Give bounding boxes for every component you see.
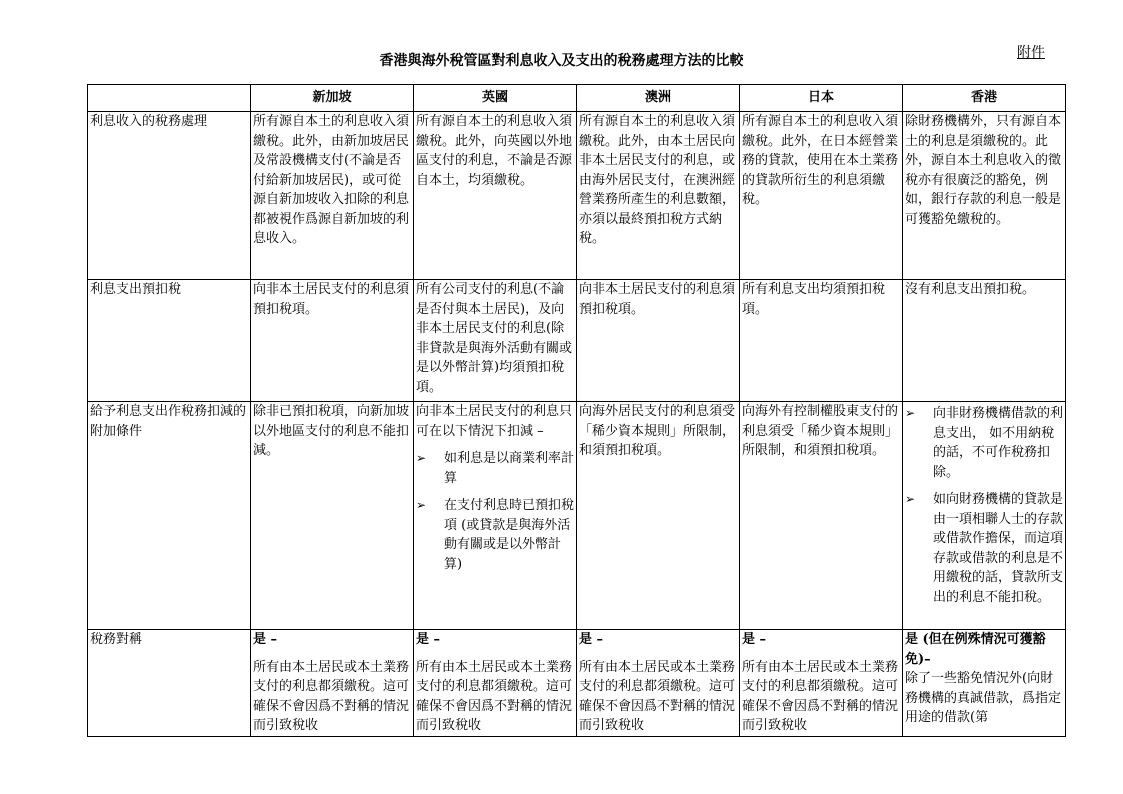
row-label: 利息支出預扣稅 — [88, 280, 251, 402]
cell-japan: 所有源自本土的利息收入須繳稅。此外，在日本經營業務的貸款，使用在本土業務的貸款所衍生的利息須繳稅。 — [740, 112, 903, 280]
symmetry-detail: 除了一些豁免情況外(向財務機構的真誠借款，爲指定用途的借款(第 — [905, 671, 1062, 725]
arrow-bullet-icon: ➢ — [416, 451, 427, 465]
arrow-bullet-icon: ➢ — [416, 498, 427, 512]
list-item — [905, 490, 1063, 607]
cell-singapore: 除非已預扣稅項，向新加坡以外地區支付的利息不能扣減。 — [251, 402, 414, 630]
cell-uk: 所有公司支付的利息(不論是否付與本土居民)，及向非本土居民支付的利息(除非貸款是與海外活動有關或是以外幣計算)均須預扣稅項。 — [414, 280, 577, 402]
cell-uk: 所有源自本土的利息收入須繳稅。此外，向英國以外地區支付的利息，不論是否源自本土，均須繳稅。 — [414, 112, 577, 280]
cell-hongkong: 沒有利息支出預扣稅。 — [903, 280, 1066, 402]
symmetry-detail: 所有由本土居民或本土業務支付的利息都須繳稅。這可確保不會因爲不對稱的情況而引致稅收 — [742, 659, 899, 733]
cell-uk — [414, 630, 577, 737]
list-item-text: 如向財務機構的貸款是由一項相聯人士的存款或借款作擔保，而這項存款或借款的利息是不用繳稅的話，貸款所支出的利息不能扣稅。 — [933, 492, 1064, 605]
table-row-interest-income — [88, 112, 1066, 280]
symmetry-detail: 所有由本土居民或本土業務支付的利息都須繳稅。這可確保不會因爲不對稱的情況而引致稅收 — [579, 659, 736, 733]
cell-singapore: 向非本土居民支付的利息須預扣稅項。 — [251, 280, 414, 402]
list-item-text: 在支付利息時已預扣稅項 (或貸款是與海外活動有關或是以外幣計算) — [444, 498, 575, 572]
list-item — [416, 496, 574, 574]
symmetry-detail: 所有由本土居民或本土業務支付的利息都須繳稅。這可確保不會因爲不對稱的情況而引致稅收 — [416, 659, 573, 733]
arrow-bullet-icon: ➢ — [905, 492, 916, 506]
symmetry-answer: 是 – — [253, 632, 278, 647]
header-cell-hongkong: 香港 — [903, 85, 1066, 112]
header-cell-singapore: 新加坡 — [251, 85, 414, 112]
table-row-tax-symmetry — [88, 630, 1066, 737]
cell-australia: 所有源自本土的利息收入須繳稅。此外，由本土居民向非本土居民支付的利息，或由海外居民支付，在澳洲經營業務所產生的利息數額，亦須以最終預扣稅方式納稅。 — [577, 112, 740, 280]
cell-singapore: 所有源自本土的利息收入須繳稅。此外，由新加坡居民及常設機構支付(不論是否付給新加坡居民)，或可從源自新加坡收入扣除的利息都被視作爲源自新加坡的利息收入。 — [251, 112, 414, 280]
symmetry-answer: 是 (但在例殊情況可獲豁免)– — [905, 632, 1046, 667]
header-cell-japan: 日本 — [740, 85, 903, 112]
table-row-withholding-tax — [88, 280, 1066, 402]
header-cell-blank — [88, 85, 251, 112]
cell-singapore — [251, 630, 414, 737]
annex-label: 附件 — [1017, 45, 1045, 61]
header-cell-uk: 英國 — [414, 85, 577, 112]
symmetry-detail: 所有由本土居民或本土業務支付的利息都須繳稅。這可確保不會因爲不對稱的情況而引致稅收 — [253, 659, 410, 733]
header-cell-australia: 澳洲 — [577, 85, 740, 112]
cell-uk — [414, 402, 577, 630]
uk-intro-text: 向非本土居民支付的利息只可在以下情況下扣減 – — [416, 404, 573, 439]
row-label: 給予利息支出作稅務扣減的附加條件 — [88, 402, 251, 630]
cell-hongkong: 除財務機構外，只有源自本土的利息是須繳稅的。此外，源自本土利息收入的徵稅亦有很廣泛的豁免，例如，銀行存款的利息一般是可獲豁免繳稅的。 — [903, 112, 1066, 280]
cell-australia — [577, 630, 740, 737]
cell-australia: 向非本土居民支付的利息須預扣稅項。 — [577, 280, 740, 402]
cell-japan — [740, 630, 903, 737]
symmetry-answer: 是 – — [579, 632, 604, 647]
cell-japan: 所有利息支出均須預扣稅項。 — [740, 280, 903, 402]
list-item-text: 向非財務機構借款的利息支出， 如不用納稅的話，不可作稅務扣除。 — [933, 406, 1064, 480]
list-item-text: 如利息是以商業利率計算 — [444, 451, 575, 486]
table-row-deduction-conditions — [88, 402, 1066, 630]
cell-hongkong — [903, 630, 1066, 737]
symmetry-answer: 是 – — [416, 632, 441, 647]
symmetry-answer: 是 – — [742, 632, 767, 647]
cell-japan: 向海外有控制權股東支付的利息須受「稀少資本規則」所限制，和須預扣稅項。 — [740, 402, 903, 630]
cell-australia: 向海外居民支付的利息須受「稀少資本規則」所限制，和須預扣稅項。 — [577, 402, 740, 630]
table-header-row — [88, 85, 1066, 112]
cell-hongkong — [903, 402, 1066, 630]
page-title: 香港與海外稅管區對利息收入及支出的稅務處理方法的比較 — [379, 53, 744, 69]
comparison-table — [87, 84, 1066, 737]
list-item — [905, 404, 1063, 482]
list-item — [416, 449, 574, 488]
row-label: 利息收入的稅務處理 — [88, 112, 251, 280]
arrow-bullet-icon: ➢ — [905, 406, 916, 420]
row-label: 稅務對稱 — [88, 630, 251, 737]
